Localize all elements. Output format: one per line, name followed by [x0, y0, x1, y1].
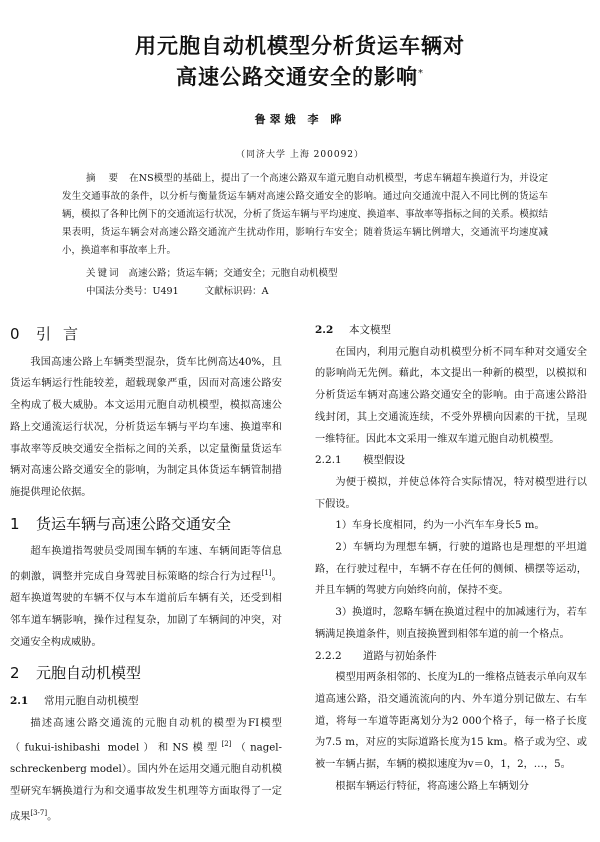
section-2-1-text-c: 。: [47, 811, 58, 823]
assumption-3: 3）换道时，忽略车辆在换道过程中的加减速行为，若车辆满足换道条件，则直接换置到相邻车道的前一个格点。: [315, 607, 587, 640]
section-1-heading: [10, 514, 282, 536]
section-2-1-text-b: （nagel-schreckenberg model）。国内外在运用交通元胞自动机模型研究车辆换道行为和交通事故发生机理等方面取得了一定成果: [10, 742, 283, 823]
keywords: [86, 265, 338, 279]
section-1-title: 货运车辆与高速公路交通安全: [36, 514, 232, 533]
section-1-number: 1: [10, 514, 20, 533]
abstract: [62, 170, 548, 260]
citation-2: [2]: [221, 740, 232, 749]
vehicle-classification-paragraph: 根据车辆运行特征，将高速公路上车辆划分: [335, 780, 529, 792]
section-2-2-title: 本文模型: [349, 324, 391, 336]
section-2-1-number: 2.1: [10, 694, 29, 707]
abstract-text: 在NS模型的基础上，提出了一个高速公路双车道元胞自动机模型，考虑车辆超车换道行为，并设定发生交通事故的条件，以分析与衡量货运车辆对高速公路交通安全的影响。通过向交通流中混入不同比例的货运车辆，模拟了各种比例下的交通流运行状况，分析了货运车辆与平均速度、换道率、事故率等指标之间的关系。模拟结果表明，货运车辆会对高速公路交通流产生扰动作用，影响行车安全；随着货运车辆比例增大，交通流平均速度减小，换道率和事故率上升。: [62, 173, 548, 256]
section-2-number: 2: [10, 664, 20, 683]
section-0-title: 引言: [36, 325, 91, 343]
section-2-title: 元胞自动机模型: [36, 664, 142, 683]
assumptions-intro: 为便于模拟，并使总体符合实际情况，特对模型进行以下假设。: [315, 476, 587, 510]
road-conditions-paragraph: 模型用两条相邻的、长度为L的一维格点链表示单向双车道高速公路，沿交通流流向的内、外车道分别记做左、右车道，将每一车道等距离划分为2 000个格子，每一格子长度为7.5 m，对应的实际道路长度为15 km。格子或为空、或被一车辆占据，车辆的模拟速度为v＝0，1，2，…，5。: [315, 672, 587, 771]
section-1-text-a: 超车换道指驾驶员受周围车辆的车速、车辆间距等信息的刺激，调整并完成自身驾驶目标策略的综合行为过程: [10, 546, 282, 583]
clc-number: 中国法分类号：U491: [86, 286, 179, 297]
section-2-1-paragraph: [10, 713, 282, 828]
section-2-2-paragraph: 在国内，利用元胞自动机模型分析不同车种对交通安全的影响尚无先例。藉此，本文提出一种新的模型，以模拟和分析货运车辆对高速公路交通安全的影响。由于高速公路沿线封闭，其上交通流连续，不受外界横向因素的干扰，呈现一维特征。因此本文采用一维双车道元胞自动机模型。: [315, 346, 587, 445]
affiliation: （同济大学 上海 200092）: [235, 150, 365, 160]
abstract-label: 摘 要: [86, 173, 124, 184]
citation-1: [1]: [261, 569, 272, 578]
section-1-text-b: 。超车换道驾驶的车辆不仅与本车道前后车辆有关，还受到相邻车道车辆影响，操作过程复杂，加剧了车辆间的冲突，对交通安全构成威胁。: [10, 571, 282, 648]
assumption-2: 2）车辆均为理想车辆，行驶的道路也是理想的平坦道路，在行驶过程中，车辆不存在任何的侧倾、横摆等运动，并且车辆的驾驶方向始终向前，保持不变。: [315, 542, 587, 597]
section-2-1-text-a: 描述高速公路交通流的元胞自动机的模型为FI模型（fukui-ishibashi model）和NS模型: [10, 717, 282, 754]
section-0-paragraph: 我国高速公路上车辆类型混杂，货车比例高达40%，且货运车辆运行性能较差，超载现象严重，因而对高速公路安全构成了极大威胁。本文运用元胞自动机模型，模拟高速公路上交通流运行状况，分析货运车辆与平均车速、换道率和事故率等反映交通安全指标之间的关系，以定量衡量货运车辆对高速公路交通安全的影响，为制定具体货运车辆管制措施提供理论依据。: [10, 356, 282, 498]
section-2-2-1-title: 模型假设: [363, 454, 405, 467]
left-column: [10, 318, 282, 828]
authors: 鲁翠娥 李 晔: [254, 113, 346, 126]
section-2-2-heading: [315, 320, 587, 342]
section-1-paragraph: [10, 541, 282, 653]
section-2-heading: [10, 663, 282, 685]
citation-3-7: [3-7]: [30, 808, 48, 817]
section-2-2-number: 2.2: [315, 324, 334, 336]
title-text-1: 用元胞自动机模型分析货运车辆对: [135, 34, 465, 58]
section-2-2-2-heading: [315, 646, 587, 668]
section-2-1-heading: [10, 691, 282, 713]
paper-title-line-1: [0, 30, 600, 60]
section-2-2-2-title: 道路与初始条件: [363, 649, 437, 662]
assumption-1: 1）车身长度相同，约为一小汽车车身长5 m。: [335, 520, 545, 532]
classification: [86, 283, 295, 297]
section-0-heading: [10, 324, 282, 346]
title-text-2: 高速公路交通安全的影响: [176, 65, 418, 89]
document-code: 文献标识码：A: [204, 286, 269, 297]
section-2-2-1-heading: [315, 450, 587, 472]
keywords-text: 高速公路；货运车辆；交通安全；元胞自动机模型: [128, 268, 338, 279]
paper-title-line-2: [0, 61, 600, 91]
right-column: [315, 318, 587, 797]
title-footnote-mark: *: [418, 68, 424, 79]
keywords-label: 关键词: [86, 268, 121, 279]
section-2-2-1-number: 2.2.1: [315, 454, 342, 467]
section-2-1-title: 常用元胞自动机模型: [44, 694, 139, 707]
section-0-number: 0: [10, 325, 20, 343]
section-2-2-2-number: 2.2.2: [315, 649, 342, 662]
